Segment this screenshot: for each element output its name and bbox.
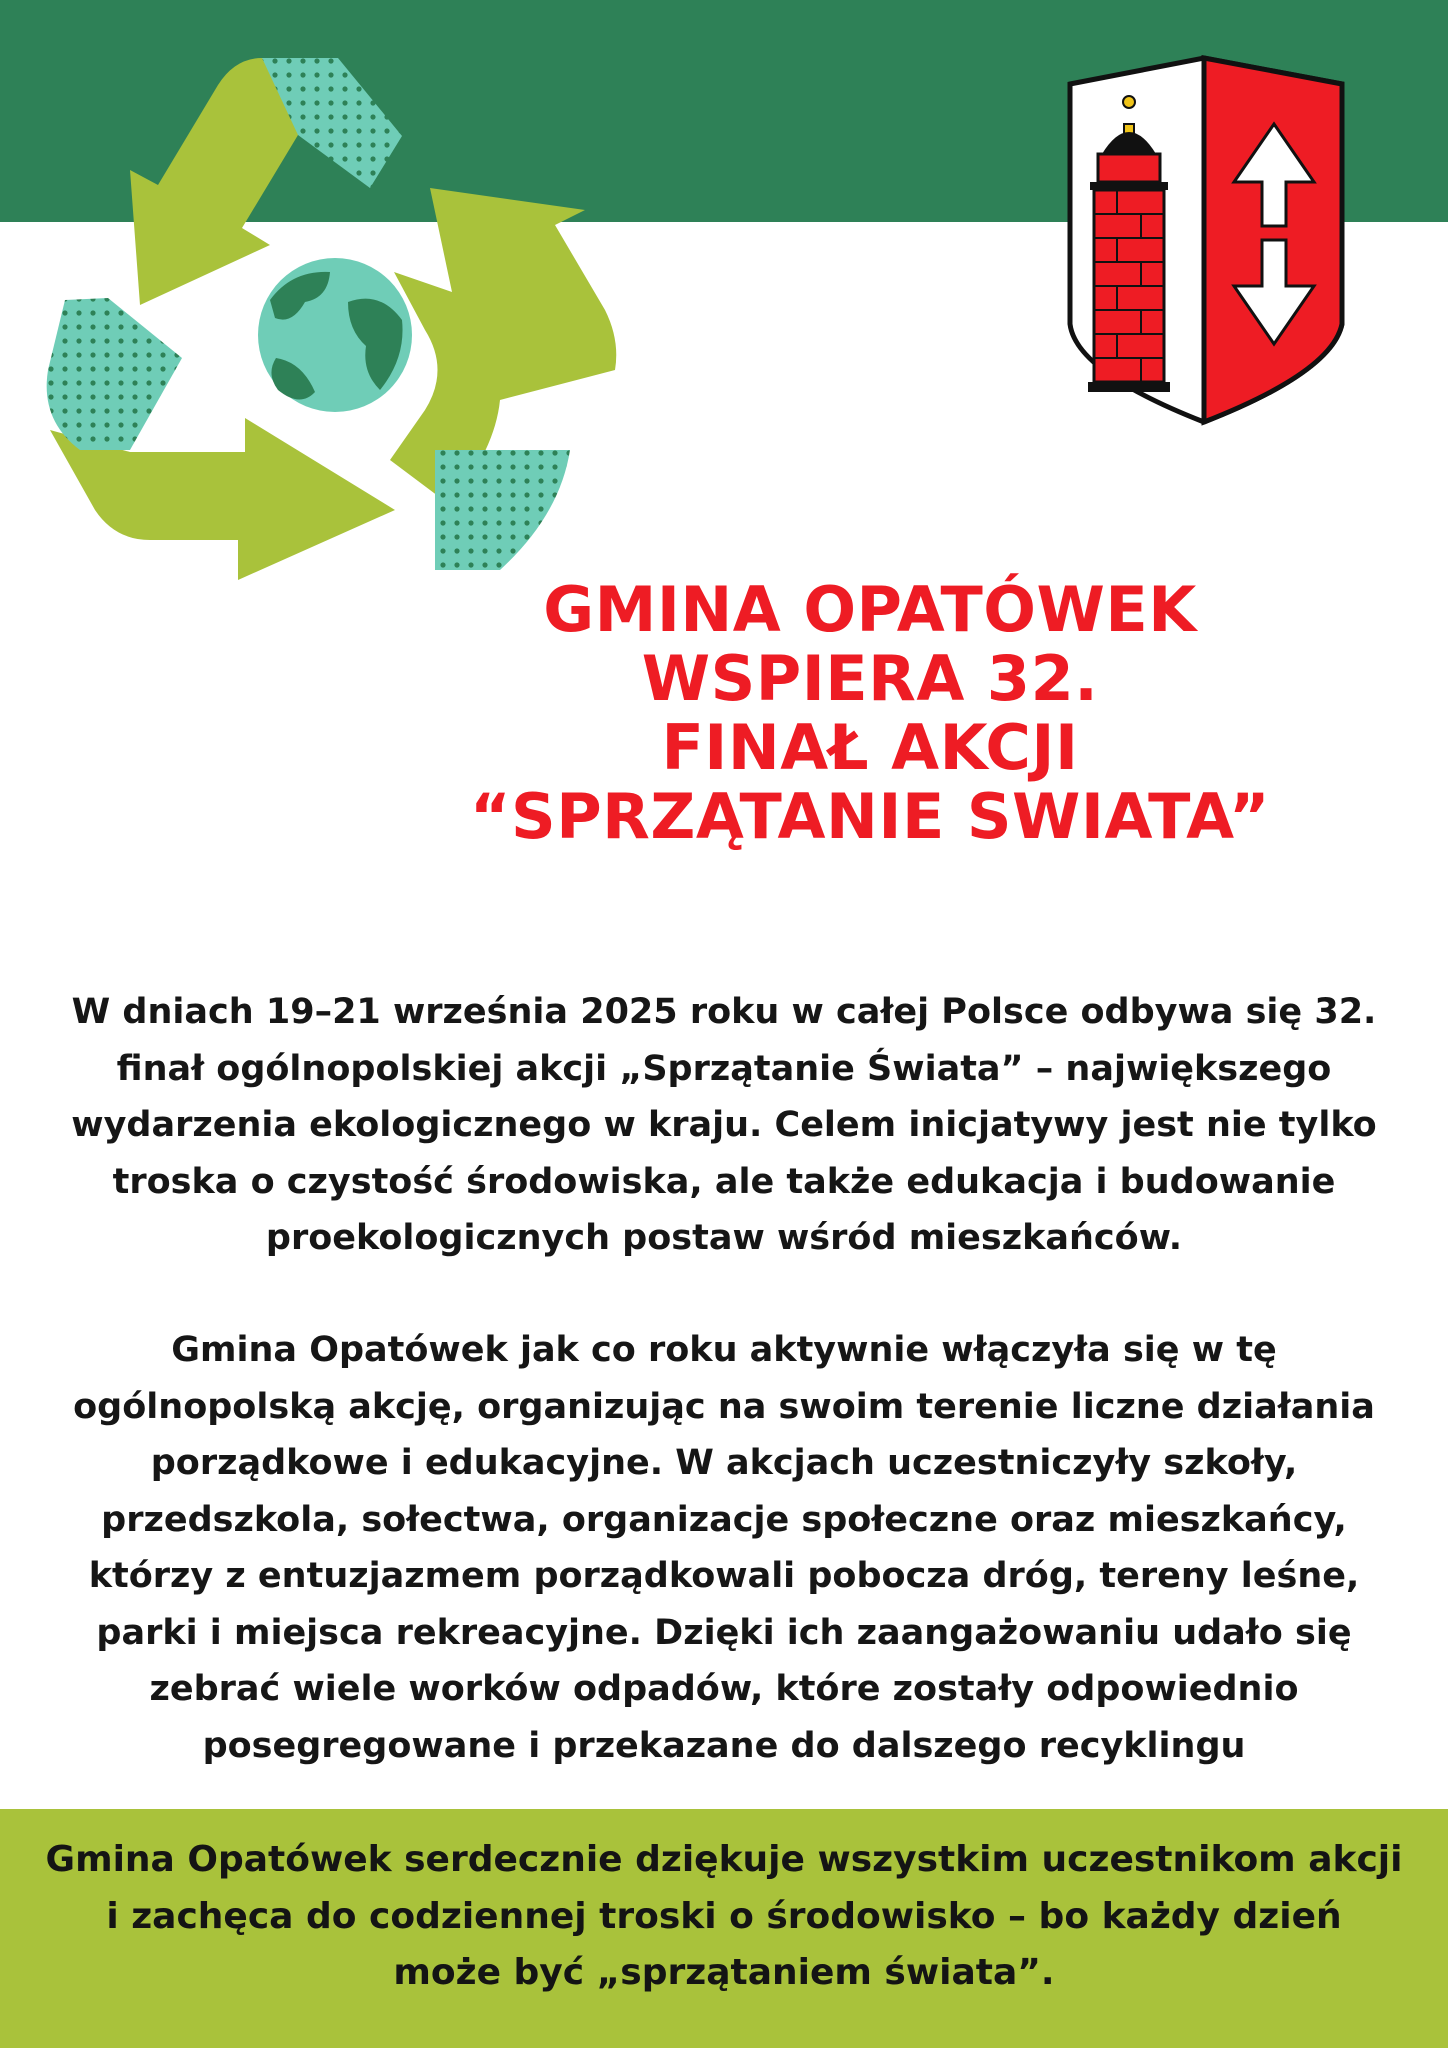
headline-line: FINAŁ AKCJI [661,711,1079,784]
paragraph-line: ogólnopolską akcję, organizując na swoim terenie liczne działania [73,1386,1375,1427]
paragraph-line: którzy z entuzjazmem porządkowali pobocza dróg, tereny leśne, [88,1556,1360,1596]
recycle-arrow-right [390,188,616,570]
headline-line: GMINA OPATÓWEK [543,573,1197,646]
footer-line: i zachęca do codziennej troski o środowisko – bo każdy dzień [106,1895,1342,1937]
paragraph-line: proekologicznych postaw wśród mieszkańców. [265,1218,1183,1258]
footer-thanks [10,1832,1438,2002]
headline-line: WSPIERA 32. [641,642,1099,715]
intro-paragraph [30,984,1418,1267]
paragraph-line: przedszkola, sołectwa, organizacje społeczne oraz mieszkańcy, [101,1499,1347,1540]
paragraph-line: parki i miejsca rekreacyjne. Dzięki ich zaangażowaniu udało się [96,1612,1352,1653]
paragraph-line: troska o czystość środowiska, ale także edukacja i budowanie [112,1161,1336,1202]
paragraph-line: W dniach 19–21 września 2025 roku w całej Polsce odbywa się 32. [71,992,1377,1032]
paragraph-line: posegregowane i przekazane do dalszego recyklingu [202,1725,1246,1766]
paragraph-line: wydarzenia ekologicznego w kraju. Celem inicjatywy jest nie tylko [71,1105,1377,1145]
paragraph-line: finał ogólnopolskiej akcji „Sprzątanie Świata” – największego [116,1048,1332,1089]
paragraph-line: Gmina Opatówek jak co roku aktywnie włączyła się w tę [171,1330,1277,1370]
headline [420,575,1320,851]
recycle-arrows-globe-icon [30,40,630,620]
details-paragraph [30,1322,1418,1774]
paragraph-line: zebrać wiele worków odpadów, które zostały odpowiednio [149,1669,1299,1709]
globe-icon [258,258,412,412]
coat-of-arms-lighthouse-arrows-icon [1062,54,1350,426]
headline-line: “SPRZĄTANIE SWIATA” [469,780,1271,853]
footer-line: może być „sprzątaniem świata”. [393,1952,1055,1993]
paragraph-line: porządkowe i edukacyjne. W akcjach uczestniczyły szkoły, [150,1443,1298,1483]
footer-line: Gmina Opatówek serdecznie dziękuje wszystkim uczestnikom akcji [45,1839,1403,1880]
